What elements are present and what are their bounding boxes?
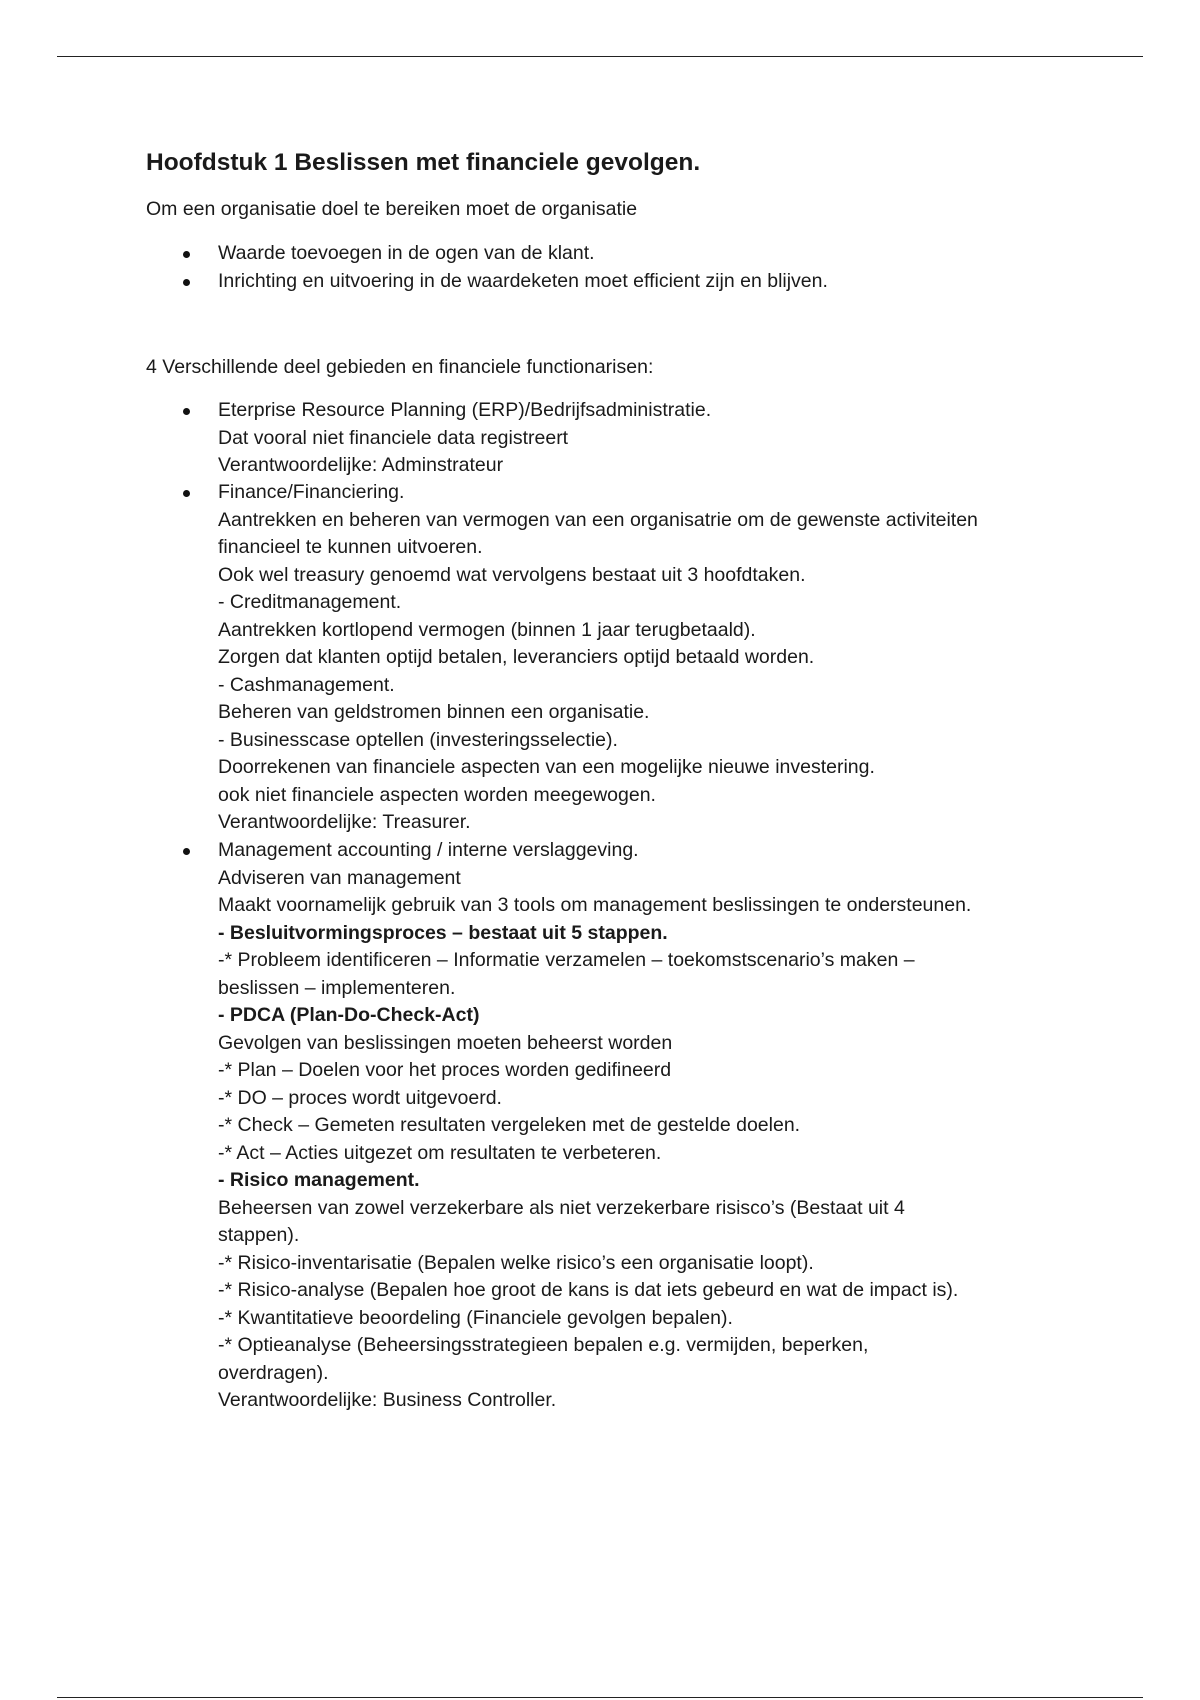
item-line: Aantrekken en beheren van vermogen van een organisatrie om de gewenste activiteiten (218, 508, 978, 531)
bullet-icon (183, 848, 190, 855)
item-line: Aantrekken kortlopend vermogen (binnen 1 jaar terugbetaald). (218, 618, 756, 641)
item-line: Verantwoordelijke: Adminstrateur (218, 454, 504, 476)
item-line: -* Act – Acties uitgezet om resultaten te verbeteren. (218, 1141, 662, 1164)
intro-text: Om een organisatie doel te bereiken moet de organisatie (146, 198, 638, 220)
header-rule (57, 56, 1143, 57)
item-line: Verantwoordelijke: Business Controller. (218, 1389, 557, 1411)
item-line: overdragen). (218, 1361, 329, 1384)
bullet-icon (183, 490, 190, 497)
bullet-icon (183, 408, 190, 415)
item-line: Ook wel treasury genoemd wat vervolgens bestaat uit 3 hoofdtaken. (218, 563, 806, 586)
item-line: Adviseren van management (218, 866, 461, 889)
footer-rule (57, 1697, 1143, 1698)
item-line: - Creditmanagement. (218, 591, 402, 613)
item-title: Management accounting / interne verslaggeving. (218, 839, 639, 861)
risico-heading: - Risico management. (218, 1169, 420, 1191)
item-line: Zorgen dat klanten optijd betalen, leveranciers optijd betaald worden. (218, 646, 815, 668)
item-title: Finance/Financiering. (218, 481, 405, 503)
item-line: - Businesscase optellen (investeringsselectie). (218, 728, 618, 751)
item-line: Maakt voornamelijk gebruik van 3 tools om management beslissingen te ondersteunen. (218, 894, 972, 916)
item-line: ook niet financiele aspecten worden meegewogen. (218, 783, 656, 806)
item-line: beslissen – implementeren. (218, 976, 456, 999)
item-line: Verantwoordelijke: Treasurer. (218, 811, 471, 833)
bullet-icon (183, 251, 190, 258)
bullet-icon (183, 279, 190, 286)
item-line: -* Kwantitatieve beoordeling (Financiele gevolgen bepalen). (218, 1306, 733, 1329)
item-line: Beheren van geldstromen binnen een organisatie. (218, 701, 650, 723)
item-line: -* Check – Gemeten resultaten vergeleken met de gestelde doelen. (218, 1114, 801, 1136)
item-line: -* DO – proces wordt uitgevoerd. (218, 1086, 502, 1109)
item-line: -* Risico-analyse (Bepalen hoe groot de kans is dat iets gebeurd en wat de impact is). (218, 1279, 959, 1301)
besluit-heading: - Besluitvormingsproces – bestaat uit 5 stappen. (218, 921, 668, 944)
section-intro: 4 Verschillende deel gebieden en financiele functionarisen: (146, 356, 654, 378)
item-line: Beheersen van zowel verzekerbare als niet verzekerbare risisco’s (Bestaat uit 4 (218, 1196, 905, 1219)
item-line: Doorrekenen van financiele aspecten van een mogelijke nieuwe investering. (218, 756, 875, 778)
bullet-text: Inrichting en uitvoering in de waardeketen moet efficient zijn en blijven. (218, 270, 828, 292)
pdca-heading: - PDCA (Plan-Do-Check-Act) (218, 1004, 480, 1026)
page-title: Hoofdstuk 1 Beslissen met financiele gevolgen. (146, 149, 701, 176)
item-line: -* Probleem identificeren – Informatie verzamelen – toekomstscenario’s maken – (218, 949, 915, 971)
item-line: -* Optieanalyse (Beheersingsstrategieen bepalen e.g. vermijden, beperken, (218, 1334, 869, 1356)
item-line: - Cashmanagement. (218, 673, 395, 696)
item-line: stappen). (218, 1224, 300, 1246)
item-line: Dat vooral niet financiele data registreert (218, 426, 569, 449)
bullet-text: Waarde toevoegen in de ogen van de klant. (218, 242, 595, 264)
item-title: Eterprise Resource Planning (ERP)/Bedrijfsadministratie. (218, 399, 712, 421)
item-line: financieel te kunnen uitvoeren. (218, 536, 483, 558)
item-line: -* Plan – Doelen voor het proces worden gedifineerd (218, 1059, 672, 1081)
item-line: -* Risico-inventarisatie (Bepalen welke risico’s een organisatie loopt). (218, 1251, 814, 1274)
item-line: Gevolgen van beslissingen moeten beheerst worden (218, 1031, 673, 1054)
